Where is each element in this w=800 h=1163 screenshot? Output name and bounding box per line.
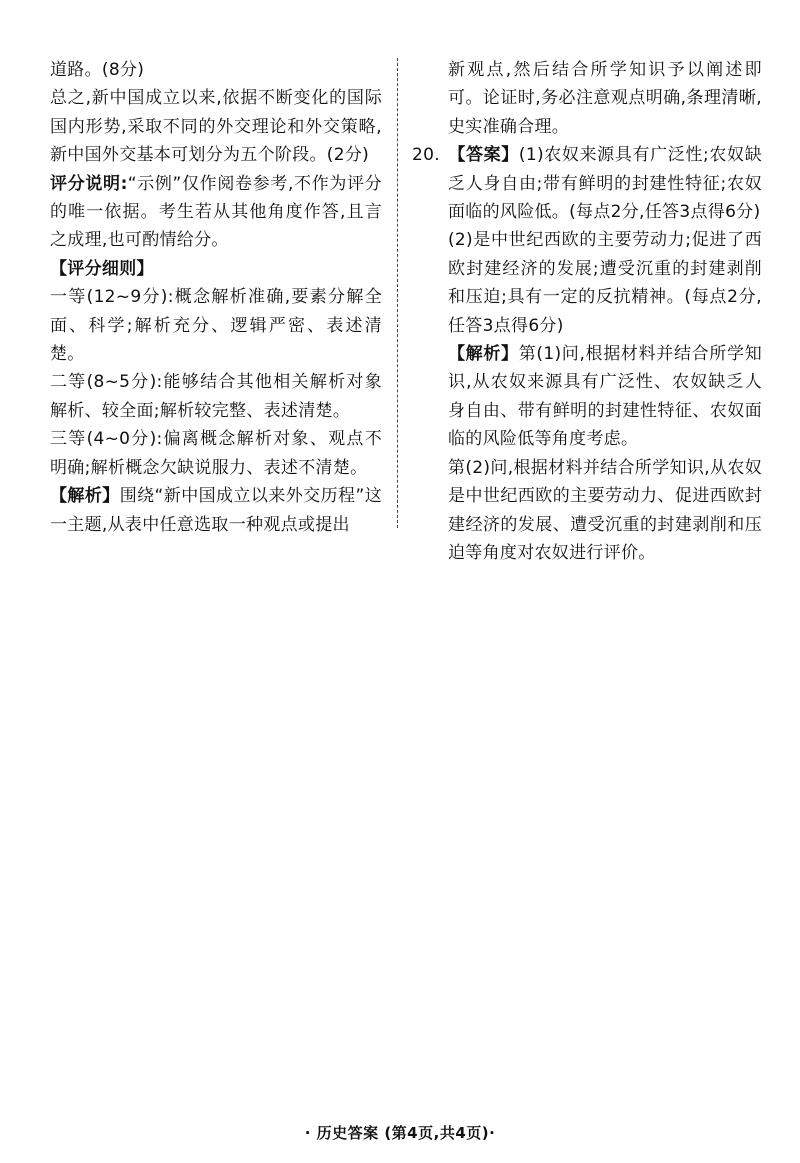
answer-part-2: (2)是中世纪西欧的主要劳动力;促进了西欧封建经济的发展;遭受沉重的封建剥削和压迫;具有一定的反抗精神。(每点2分,任答3点得6分) bbox=[448, 230, 762, 336]
page-footer: · 历史答案 (第4页,共4页)· bbox=[304, 1124, 496, 1142]
paragraph-scoring-note bbox=[50, 170, 382, 255]
left-column bbox=[50, 56, 382, 539]
question-20-analysis bbox=[412, 340, 762, 454]
analysis-part-2: 第(2)问,根据材料并结合所学知识,从农奴是中世纪西欧的主要劳动力、促进西欧封建经济的发展、遭受沉重的封建剥削和压迫等角度对农奴进行评价。 bbox=[448, 457, 762, 563]
paragraph-analysis bbox=[50, 482, 382, 539]
analysis-label: 【解析】 bbox=[50, 486, 120, 507]
analysis-text: 围绕“新中国成立以来外交历程”这一主题,从表中任意选取一种观点或提出 bbox=[50, 486, 382, 535]
column-divider bbox=[397, 58, 398, 528]
answer-label: 【答案】 bbox=[448, 145, 519, 166]
scoring-note-label: 评分说明: bbox=[50, 173, 128, 194]
question-number: 20. bbox=[412, 145, 440, 166]
paragraph-continuation: 新观点,然后结合所学知识予以阐述即可。论证时,务必注意观点明确,条理清晰,史实准确合理。 bbox=[448, 60, 762, 137]
question-20-answer bbox=[412, 141, 762, 226]
scoring-rules-heading: 【评分细则】 bbox=[50, 258, 154, 279]
scoring-note-text: “示例”仅作阅卷参考,不作为评分的唯一依据。考生若从其他角度作答,且言之成理,也可酌情给分。 bbox=[50, 173, 382, 251]
right-column bbox=[412, 56, 762, 567]
analysis-label: 【解析】 bbox=[448, 344, 519, 365]
paragraph-summary: 总之,新中国成立以来,依据不断变化的国际国内形势,采取不同的外交理论和外交策略,新中国外交基本可划分为五个阶段。(2分) bbox=[50, 88, 382, 166]
analysis-part-1: 第(1)问,根据材料并结合所学知识,从农奴来源具有广泛性、农奴缺乏人身自由、带有鲜明的封建性特征、农奴面临的风险低等角度考虑。 bbox=[448, 344, 762, 450]
grade-third: 三等(4~0分):偏离概念解析对象、观点不明确;解析概念欠缺说服力、表述不清楚。 bbox=[50, 429, 382, 478]
paragraph-score-8: 道路。(8分) bbox=[50, 60, 145, 80]
grade-first: 一等(12~9分):概念解析准确,要素分解全面、科学;解析充分、逻辑严密、表述清楚。 bbox=[50, 287, 382, 365]
grade-second: 二等(8~5分):能够结合其他相关解析对象解析、较全面;解析较完整、表述清楚。 bbox=[50, 372, 382, 421]
answer-part-1: (1)农奴来源具有广泛性;农奴缺乏人身自由;带有鲜明的封建性特征;农奴面临的风险低。(每点2分,任答3点得6分) bbox=[448, 145, 762, 223]
